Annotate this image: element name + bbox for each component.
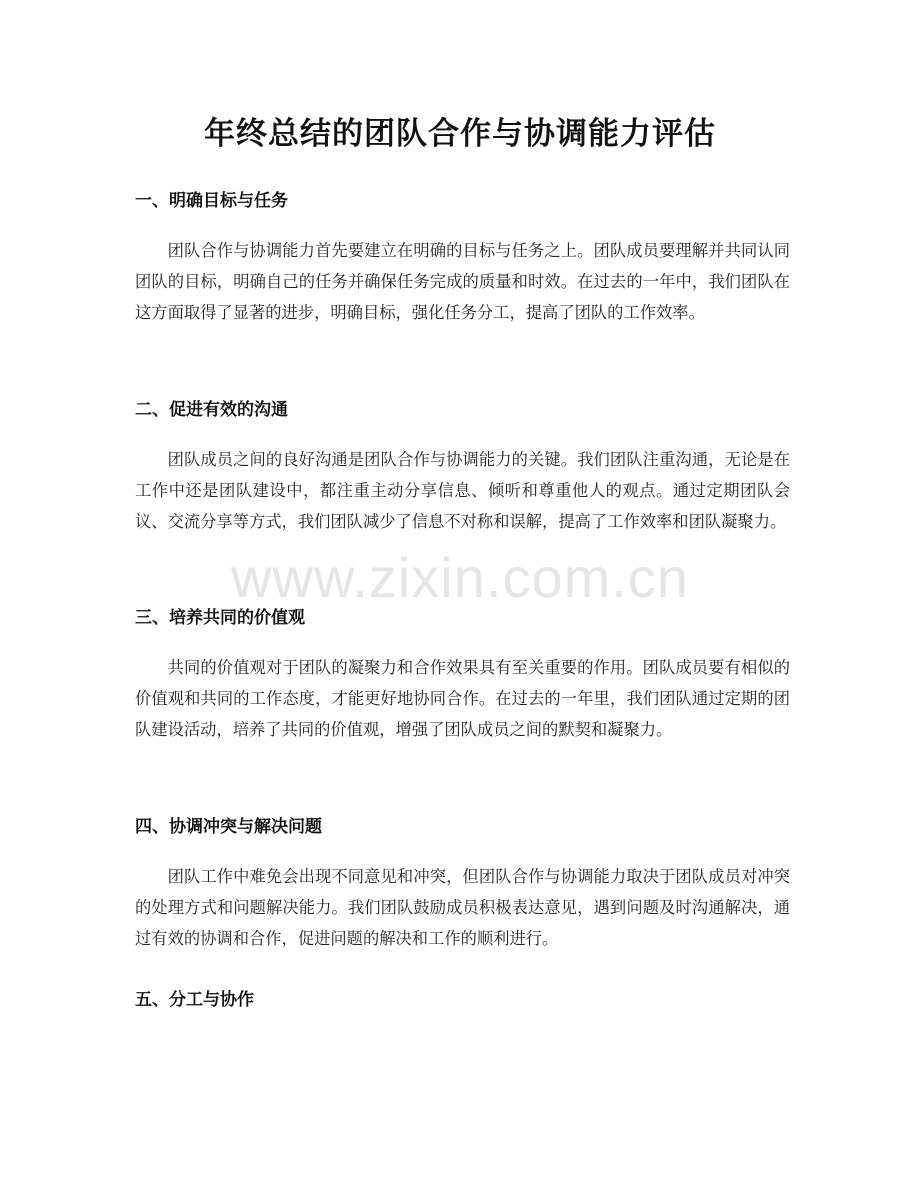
section-paragraph: 共同的价值观对于团队的凝聚力和合作效果具有至关重要的作用。团队成员要有相似的价值观和共同的工作态度，才能更好地协同合作。在过去的一年里，我们团队通过定期的团队建设活动，培养了共同的价值观，增强了团队成员之间的默契和凝聚力。: [135, 658, 790, 739]
section-heading: 三、培养共同的价值观: [135, 608, 305, 628]
watermark: www.zixin.com.cn: [231, 546, 689, 609]
section-paragraph: 团队工作中难免会出现不同意见和冲突，但团队合作与协调能力取决于团队成员对冲突的处理方式和问题解决能力。我们团队鼓励成员积极表达意见，遇到问题及时沟通解决，通过有效的协调和合作，促进问题的解决和工作的顺利进行。: [135, 867, 790, 948]
section-5: [135, 988, 790, 1012]
section-heading: 五、分工与协作: [135, 990, 254, 1010]
section-1: [135, 189, 790, 328]
section-3: [135, 606, 790, 745]
section-2: [135, 398, 790, 537]
document-title: 年终总结的团队合作与协调能力评估: [204, 116, 716, 152]
section-heading: 一、明确目标与任务: [135, 191, 288, 211]
section-paragraph: 团队合作与协调能力首先要建立在明确的目标与任务之上。团队成员要理解并共同认同团队的目标，明确自己的任务并确保任务完成的质量和时效。在过去的一年中，我们团队在这方面取得了显著的进步，明确目标，强化任务分工，提高了团队的工作效率。: [135, 241, 790, 322]
section-heading: 四、协调冲突与解决问题: [135, 817, 322, 837]
section-heading: 二、促进有效的沟通: [135, 400, 288, 420]
section-paragraph: 团队成员之间的良好沟通是团队合作与协调能力的关键。我们团队注重沟通，无论是在工作中还是团队建设中，都注重主动分享信息、倾听和尊重他人的观点。通过定期团队会议、交流分享等方式，我们团队减少了信息不对称和误解，提高了工作效率和团队凝聚力。: [135, 450, 790, 531]
section-4: [135, 815, 790, 954]
